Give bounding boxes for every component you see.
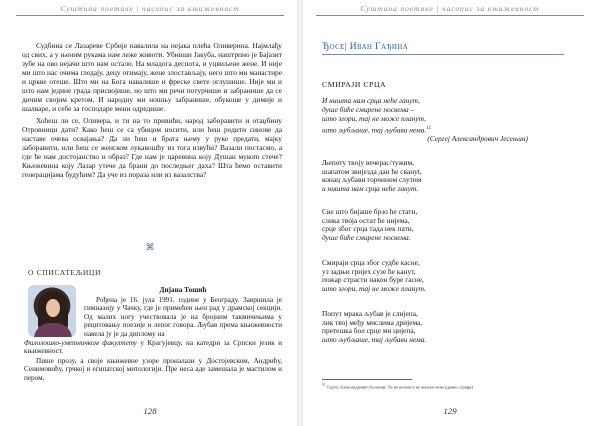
bio-paragraph-1-cont: Филолошко-уметничком факултету у Крагујевцу, на катедри за Српски језик и књижевност. — [24, 338, 282, 356]
bio-paragraph-1: Рођена је 16. јула 1991. године у Београду. Завршила је гимназију у Чачку, где је примећен њен рад у драмској секцији. Од малих ногу учествовала је на бројним такмичењима у рецитовању поезије и лепог говора. Љубав према књижевности навела ју је да диплому на — [84, 295, 282, 338]
magazine-name: Суштина поетике — [60, 4, 134, 13]
section-title-about-author: О СПИСАТЕЉИЦИ — [28, 268, 102, 277]
right-page — [306, 0, 594, 426]
poem-author-heading: Ђосе| Иван Гађина — [322, 41, 408, 52]
epigraph-line-1: И ништа нам срца неће ганут, — [322, 96, 420, 105]
epigraph-line-3: што згори, тај не може планут, — [322, 114, 426, 124]
book-gutter — [297, 0, 303, 426]
bio-paragraph-2: Пише прозу, а своје књижевне узоре проналази у Достојевском, Андрићу, Сенимовићу, грчкој и египатској митологији. Пре неса аде замешала је мастилом и пером. — [24, 356, 282, 382]
page-number-right: 129 — [443, 406, 457, 416]
story-text — [22, 41, 282, 179]
poem-stanza-1: Љепоту твоју вечерас/тужим, шапатом звијезда дан ће свануt, конац љубави горчином слутим и ништа нам срца неће ганут. — [322, 158, 422, 194]
epigraph-signature: (Сергеј Александрович Јесењин) — [427, 134, 528, 144]
left-page — [6, 0, 294, 426]
poem-stanza-4: Попут мрака љубав је слијепа, лик твој међу мислима дријема, претешка бол срце ми цијепа, што љубљаше, тај љубави нема. — [322, 309, 427, 345]
footnote — [322, 383, 473, 389]
poem-stanza-2: Све што бијаше брзо ће стати, слика твоја остат ће нијема, срце због срца тада нек пати, душе биће смирене посвема. — [322, 207, 418, 243]
epigraph-line-4: што љубљаше, тај љубави нема.$^{11}$ — [322, 125, 432, 135]
footnote-rule — [322, 379, 412, 380]
page-number-left: 128 — [143, 406, 157, 416]
running-header-right: Суштина поетике | часопис за књижевност — [316, 4, 584, 16]
magazine-name: Суштина поетике — [360, 4, 434, 13]
faculty-name: Филолошко-уметничком факултету — [24, 338, 137, 347]
footnote-reference[interactable]: 11 — [426, 125, 432, 131]
magazine-subtitle: часопис за књижевност — [142, 4, 240, 13]
magazine-subtitle: часопис за књижевност — [442, 4, 540, 13]
author-name: Дијана Тошић — [159, 286, 207, 294]
running-header-left: Суштина поетике | часопис за књижевност — [16, 4, 284, 16]
story-paragraph-2: Хоћеш ли се, Оливера, и ти на то привићи, народ заборавити и отаџбину Отровници дати? Како ћеш се са убицом носити, или ћеш родити синове да наставе очева осваjaња? Да ли ћеш и брата њему у руке предати, мајку заборавити, или ћеш се женском лукавошћу из тога извући? Вазали постасмо, а где ће нам достојанство и образ? Где нам је царевина коју Душан мукоm стече? Књежевина коју Лазар утече да брани до последњег даха? Шта ћемо оставити генерацијама будућим? Да уче из пораза или из вазалства? — [22, 116, 282, 179]
poem-epigraph — [322, 96, 562, 143]
section-divider-icon: ⌘ — [145, 242, 155, 252]
author-heading-rule — [322, 54, 564, 55]
poem-stanza-3: Смираји срца због судбе касне, уз задњи гријех сузе ће канут, пожар страсти након буре гасне, што згори, тај не може планут. — [322, 258, 426, 294]
footnote-text: Сергеј Александрович Јесењин: Ти не волиш и не жалиш мене (давно страфа) — [326, 384, 473, 390]
epigraph-line-2: душе биће смирене посвема – — [322, 105, 415, 115]
poem-title: СМИРАЈИ СРЦА — [322, 80, 387, 89]
story-paragraph-1: Судбина се Лазареве Србије навалила на нејака плећа Оливерина. Најмлађу од свих, а у њеним рукама нам леже животи. Убивши Јакуба, наштрпио је Бајазит зубе на ово нејачи што нам остало. На младога деспота, и уцвиљене жене. И није ми што нас очима гледају, децу отимају, жене злостављају, него што ми манастире и цркве отеше. Што ми на Бога навалише и фреске свете оглушише. Није ми и што нам једине града присвојише, но што ми речи потурчише и забранише да се дичим својим кретом. И народну ми ношњу забранише, обукоше у димије и шалваре, и себе за господаре мени одредише. — [22, 41, 282, 113]
footnote-mark: 11 — [322, 383, 326, 387]
